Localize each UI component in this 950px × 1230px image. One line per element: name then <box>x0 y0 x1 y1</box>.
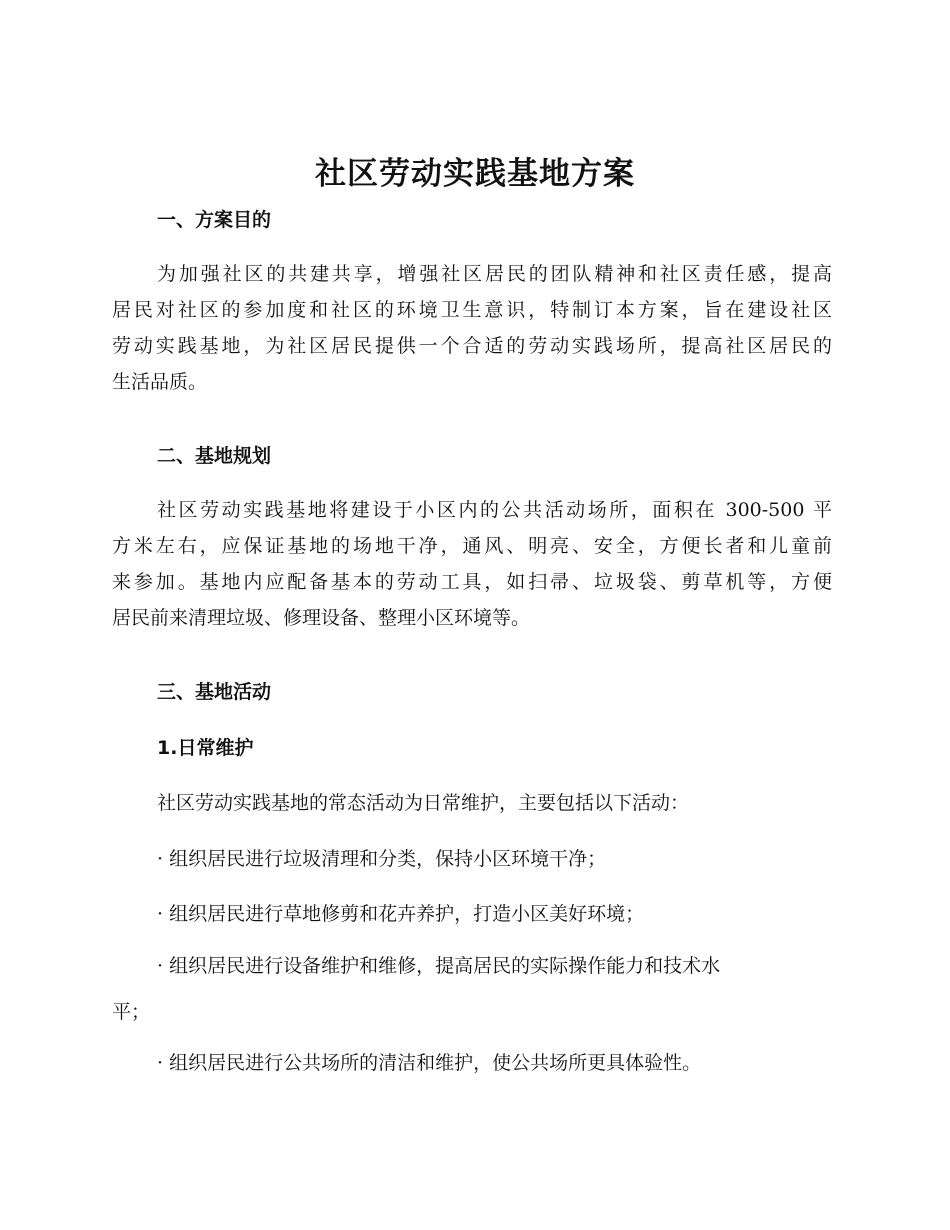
paragraph-planning <box>112 492 832 636</box>
section-heading-planning: 二、基地规划 <box>157 445 272 467</box>
paragraph-line: 劳动实践基地，为社区居民提供一个合适的劳动实践场所，提高社区居民的 <box>112 335 832 357</box>
paragraph-line: 方米左右，应保证基地的场地干净，通风、明亮、安全，方便长者和儿童前 <box>112 535 832 557</box>
list-item <box>112 943 802 1035</box>
document-title: 社区劳动实践基地方案 <box>315 156 635 192</box>
list-item-line: · 组织居民进行设备维护和维修，提高居民的实际操作能力和技术水 <box>157 955 721 977</box>
paragraph-line: 居民对社区的参加度和社区的环境卫生意识，特制订本方案，旨在建设社区 <box>112 299 832 321</box>
list-item: · 组织居民进行垃圾清理和分类，保持小区环境干净； <box>157 848 607 870</box>
paragraph-line: 来参加。基地内应配备基本的劳动工具，如扫帚、垃圾袋、剪草机等，方便 <box>112 571 832 593</box>
list-item: · 组织居民进行草地修剪和花卉养护，打造小区美好环境； <box>157 903 645 925</box>
activities-intro: 社区劳动实践基地的常态活动为日常维护，主要包括以下活动： <box>157 792 690 814</box>
section-heading-purpose: 一、方案目的 <box>157 209 272 231</box>
paragraph-line: 为加强社区的共建共享，增强社区居民的团队精神和社区责任感，提高 <box>157 263 832 285</box>
list-item: · 组织居民进行公共场所的清洁和维护，使公共场所更具体验性。 <box>157 1052 702 1074</box>
paragraph-line: 社区劳动实践基地将建设于小区内的公共活动场所，面积在 300-500 平 <box>157 499 832 521</box>
paragraph-line: 居民前来清理垃圾、修理设备、整理小区环境等。 <box>112 607 531 629</box>
subheading-daily-maintenance: 1.日常维护 <box>157 737 254 759</box>
paragraph-purpose <box>112 256 832 400</box>
paragraph-line: 生活品质。 <box>112 371 208 393</box>
section-heading-activities: 三、基地活动 <box>157 681 272 703</box>
list-item-line: 平； <box>112 1001 151 1023</box>
